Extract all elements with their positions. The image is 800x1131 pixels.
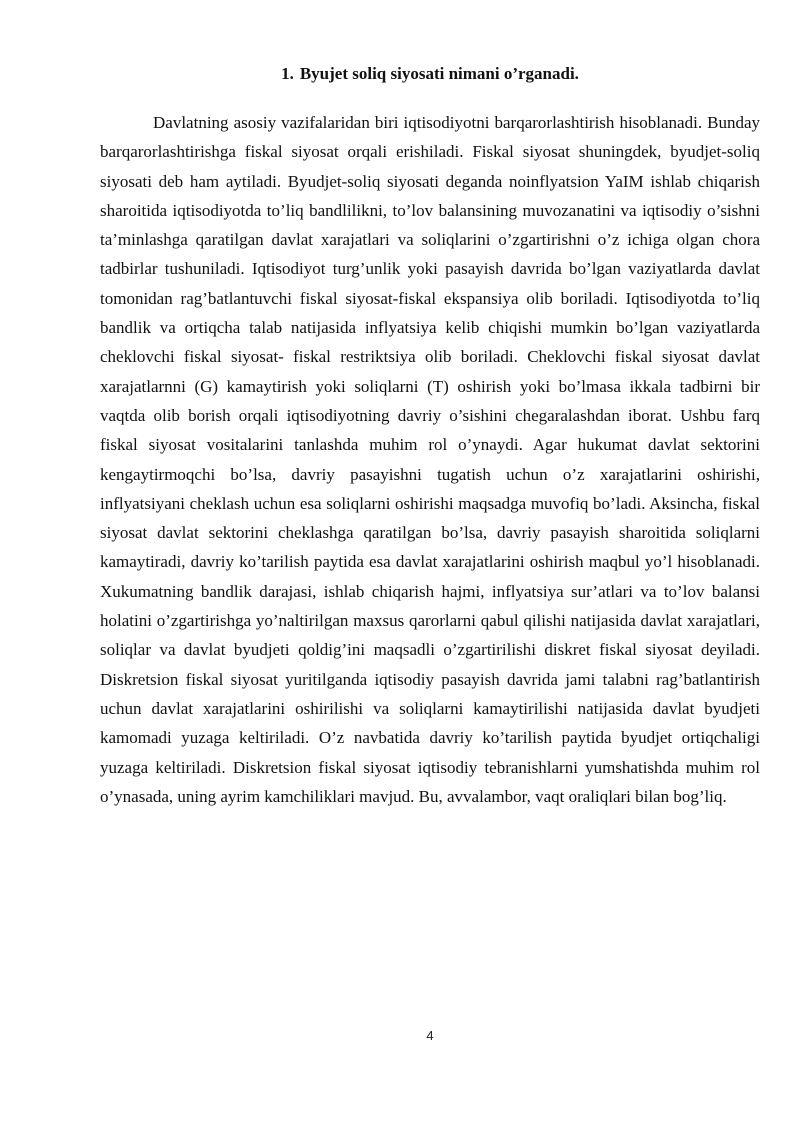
page-number: 4 xyxy=(426,1028,434,1043)
section-title: Byujet soliq siyosati nimani o’rganadi. xyxy=(299,64,579,83)
section-heading xyxy=(100,63,760,85)
body-paragraph: Davlatning asosiy vazifalaridan biri iqtisodiyotni barqarorlashtirish hisoblanadi. Bunday barqarorlashtirishga fiskal siyosat orqali erishiladi. Fiskal siyosat shuningdek, byudjet-soliq siyosati deb ham aytiladi. Byudjet-soliq siyosati deganda noinflyatsion YaIM ishlab chiqarish sharoitida iqtisodiyotda to’liq bandlilikni, to’lov balansining muvozanatini va iqtisodiy o’sishni ta’minlashga qaratilgan davlat xarajatlari va soliqlarini o’zgartirishni o’z ichiga olgan chora tadbirlar tushuniladi. Iqtisodiyot turg’unlik yoki pasayish davrida bo’lgan vaziyatlarda davlat tomonidan rag’batlantuvchi fiskal siyosat-fiskal ekspansiya olib boriladi. Iqtisodiyotda to’liq bandlik va ortiqcha talab natijasida inflyatsiya kelib chiqishi mumkin bo’lgan vaziyatlarda cheklovchi fiskal siyosat- fiskal restriktsiya olib boriladi. Cheklovchi fiskal siyosat davlat xarajatlarnni (G) kamaytirish yoki soliqlarni (T) oshirish yoki bo’lmasa ikkala tadbirni bir vaqtda olib borish orqali iqtisodiyotning davriy o’sishini chegaralashdan iborat. Ushbu farq fiskal siyosat vositalarini tanlashda muhim rol o’ynaydi. Agar hukumat davlat sektorini kengaytirmoqchi bo’lsa, davriy pasayishni tugatish uchun o’z xarajatlarini oshirishi, inflyatsiyani cheklash uchun esa soliqlarni oshirishi maqsadga muvofiq bo’ladi. Aksincha, fiskal siyosat davlat sektorini cheklashga qaratilgan bo’lsa, davriy pasayish sharoitida soliqlarni kamaytiradi, davriy ko’tarilish paytida esa davlat xarajatlarini oshirish maqbul yo’l hisoblanadi. Xukumatning bandlik darajasi, ishlab chiqarish hajmi, inflyatsiya sur’atlari va to’lov balansi holatini o’zgartirishga yo’naltirilgan maxsus qarorlarni qabul qilishi natijasida davlat xarajatlari, soliqlar va davlat byudjeti qoldig’ini maqsadli o’zgartirilishi diskret fiskal siyosat deyiladi. Diskretsion fiskal siyosat yuritilganda iqtisodiy pasayish davrida jami talabni rag’batlantirish uchun davlat xarajatlarini oshirilishi va soliqlarni kamaytirilishi natijasida davlat byudjeti kamomadi yuzaga keltiriladi. O’z navbatida davriy ko’tarilish paytida byudjet ortiqchaligi yuzaga keltiriladi. Diskretsion fiskal siyosat iqtisodiy tebranishlarni yumshatishda muhim rol o’ynasada, uning ayrim kamchiliklari mavjud. Bu, avvalambor, vaqt oraliqlari bilan bog’liq. xyxy=(100,113,760,806)
section-number: 1. xyxy=(281,64,294,83)
